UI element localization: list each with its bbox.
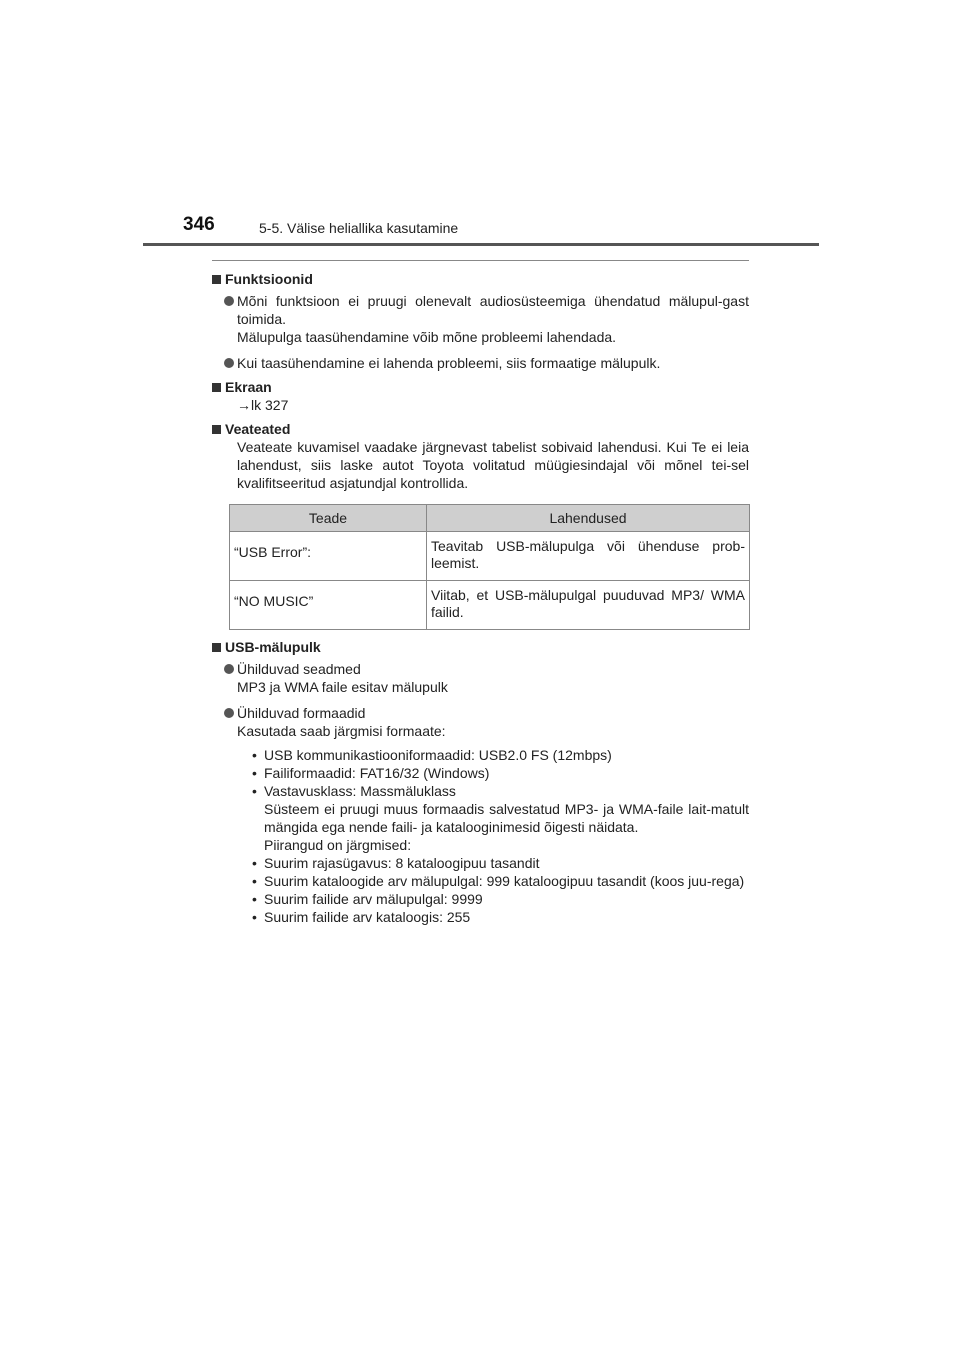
section-funktsioonid [212, 270, 749, 288]
table-cell: “NO MUSIC” [230, 581, 427, 630]
bullet-item [224, 704, 749, 740]
note-text: Süsteem ei pruugi muus formaadis salvestatud MP3- ja WMA-faile lait-matult mängida ega nende faili- ja katalooginimesid õigesti näidata. [264, 801, 749, 835]
bullet-text: Ühilduvad seadmed [237, 661, 361, 677]
table-cell: Teavitab USB-mälupulga või ühenduse prob-leemist. [427, 532, 750, 581]
table-cell: “USB Error”: [230, 532, 427, 581]
list-item: • Suurim kataloogide arv mälupulgal: 999 kataloogipuu tasandit (koos juu-rega) [252, 873, 745, 889]
circle-bullet-icon [224, 358, 234, 368]
bullet-item [224, 354, 749, 372]
bullet-text: MP3 ja WMA faile esitav mälupulk [237, 679, 448, 695]
format-list [212, 746, 749, 926]
table-cell: Viitab, et USB-mälupulgal puuduvad MP3/ WMA failid. [427, 581, 750, 630]
error-message-table [229, 504, 750, 630]
section-usb [212, 638, 749, 656]
table-header-row [230, 505, 750, 532]
table-row [230, 581, 750, 630]
section-heading: Veateated [225, 421, 291, 437]
circle-bullet-icon [224, 664, 234, 674]
circle-bullet-icon [224, 296, 234, 306]
bullet-item [224, 292, 749, 346]
header-rule [143, 243, 819, 246]
paragraph: Veateate kuvamisel vaadake järgnevast tabelist sobivaid lahendusi. Kui Te ei leia lahendust, siis laske autot Toyota volitatud müügiesindajal või mõnel tei-sel kvalifitseeritud asjatundjal kontrollida. [237, 439, 749, 491]
page-number: 346 [183, 214, 215, 235]
content-rule [212, 260, 749, 261]
list-item: • Failiformaadid: FAT16/32 (Windows) [252, 765, 490, 781]
bullet-text: Mälupulga taasühendamine võib mõne probleemi lahendada. [237, 329, 617, 345]
list-item: • USB kommunikastiooniformaadid: USB2.0 FS (12mbps) [252, 747, 612, 763]
section-veateated [212, 420, 749, 438]
bullet-text: Kui taasühendamine ei lahenda probleemi, siis formaatige mälupulk. [237, 355, 661, 371]
section-ekraan [212, 378, 749, 396]
list-item: • Vastavusklass: Massmäluklass [252, 783, 456, 799]
square-bullet-icon [212, 275, 221, 284]
square-bullet-icon [212, 643, 221, 652]
list-item: • Suurim failide arv kataloogis: 255 [252, 909, 471, 925]
square-bullet-icon [212, 383, 221, 392]
circle-bullet-icon [224, 708, 234, 718]
section-heading: Ekraan [225, 379, 272, 395]
list-item: • Suurim rajasügavus: 8 kataloogipuu tasandit [252, 855, 540, 871]
bullet-text: Kasutada saab järgmisi formaate: [237, 723, 446, 739]
bullet-text: Ühilduvad formaadid [237, 705, 366, 721]
list-item: • Suurim failide arv mälupulgal: 9999 [252, 891, 483, 907]
section-heading: USB-mälupulk [225, 639, 321, 655]
table-row [230, 532, 750, 581]
section-heading: Funktsioonid [225, 271, 313, 287]
page-header [183, 214, 823, 244]
table-header-cell: Lahendused [427, 505, 750, 532]
table-header-cell: Teade [230, 505, 427, 532]
bullet-text: Mõni funktsioon ei pruugi olenevalt audiosüsteemiga ühendatud mälupul-gast toimida. [237, 293, 749, 327]
square-bullet-icon [212, 425, 221, 434]
bullet-item [224, 660, 749, 696]
page-reference: →lk 327 [237, 397, 289, 413]
section-title: 5-5. Välise heliallika kasutamine [259, 220, 459, 236]
page-content [212, 266, 749, 926]
note-text: Piirangud on järgmised: [264, 837, 412, 853]
